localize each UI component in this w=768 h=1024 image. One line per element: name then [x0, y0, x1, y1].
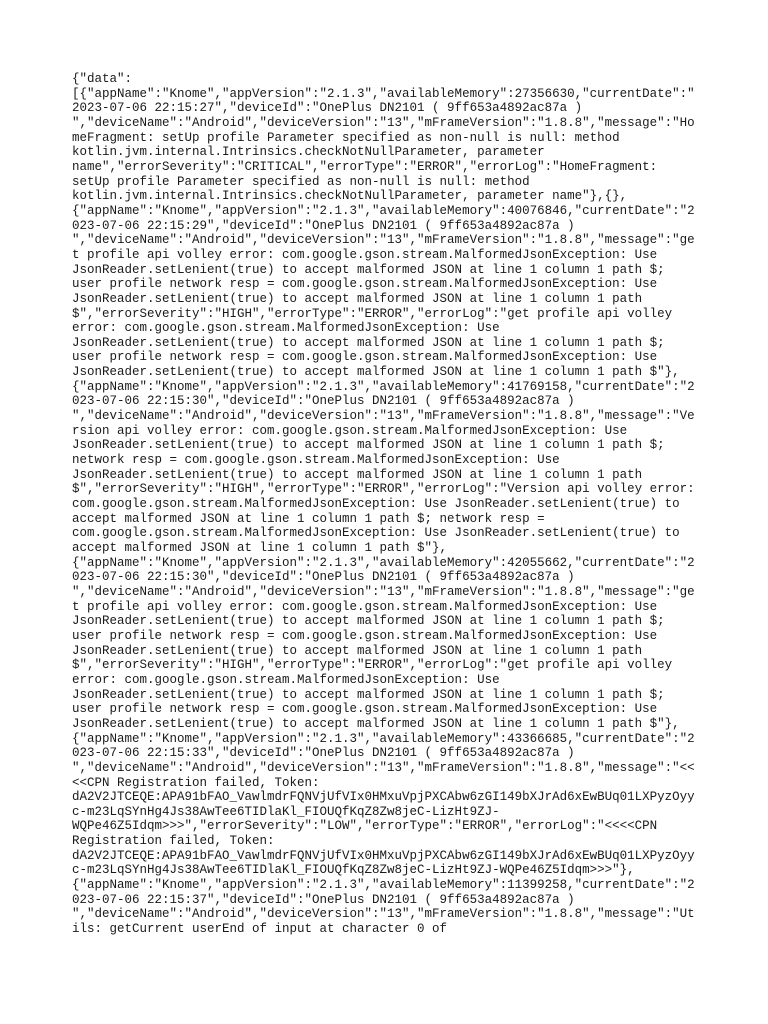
document-line: JsonReader.setLenient(true) to accept malformed JSON at line 1 column 1 path	[72, 643, 643, 658]
document-line: ","deviceName":"Android","deviceVersion":"13","mFrameVersion":"1.8.8","message":"Ve	[72, 409, 695, 424]
document-line: com.google.gson.stream.MalformedJsonException: Use JsonReader.setLenient(true) to	[72, 497, 680, 512]
document-line: Registration failed, Token:	[72, 834, 275, 849]
document-line: {"appName":"Knome","appVersion":"2.1.3","availableMemory":43366685,"currentDate":"2	[72, 731, 695, 746]
document-body	[72, 72, 712, 937]
document-line: JsonReader.setLenient(true) to accept malformed JSON at line 1 column 1 path $;	[72, 614, 665, 629]
document-line: JsonReader.setLenient(true) to accept malformed JSON at line 1 column 1 path $;	[72, 335, 665, 350]
document-line: <<CPN Registration failed, Token:	[72, 775, 320, 790]
document-line: JsonReader.setLenient(true) to accept malformed JSON at line 1 column 1 path $;	[72, 687, 665, 702]
document-line: setUp profile Parameter specified as non-null is null: method	[72, 174, 530, 189]
document-line: 2023-07-06 22:15:27","deviceId":"OnePlus DN2101 ( 9ff653a4892ac87a )	[72, 101, 583, 116]
document-line: network resp = com.google.gson.stream.MalformedJsonException: Use	[72, 453, 560, 468]
document-line: {"appName":"Knome","appVersion":"2.1.3","availableMemory":11399258,"currentDate":"2	[72, 878, 695, 893]
document-line: t profile api volley error: com.google.gson.stream.MalformedJsonException: Use	[72, 247, 658, 262]
document-line: 023-07-06 22:15:30","deviceId":"OnePlus DN2101 ( 9ff653a4892ac87a )	[72, 394, 575, 409]
document-line: 023-07-06 22:15:37","deviceId":"OnePlus DN2101 ( 9ff653a4892ac87a )	[72, 892, 575, 907]
document-line: 023-07-06 22:15:30","deviceId":"OnePlus DN2101 ( 9ff653a4892ac87a )	[72, 570, 575, 585]
document-line: JsonReader.setLenient(true) to accept malformed JSON at line 1 column 1 path $"},	[72, 716, 680, 731]
document-line: {"appName":"Knome","appVersion":"2.1.3","availableMemory":42055662,"currentDate":"2	[72, 555, 695, 570]
document-line: $","errorSeverity":"HIGH","errorType":"ERROR","errorLog":"get profile api volley	[72, 658, 673, 673]
document-line: JsonReader.setLenient(true) to accept malformed JSON at line 1 column 1 path	[72, 291, 643, 306]
document-line: dA2V2JTCEQE:APA91bFAO_VawlmdrFQNVjUfVIx0HMxuVpjPXCAbw6zGI149bXJrAd6xEwBUq01LXPyzOyy	[72, 790, 695, 805]
document-line: ","deviceName":"Android","deviceVersion":"13","mFrameVersion":"1.8.8","message":"Ho	[72, 115, 695, 130]
document-line: dA2V2JTCEQE:APA91bFAO_VawlmdrFQNVjUfVIx0HMxuVpjPXCAbw6zGI149bXJrAd6xEwBUq01LXPyzOyy	[72, 848, 695, 863]
document-line: error: com.google.gson.stream.MalformedJsonException: Use	[72, 321, 500, 336]
document-line: t profile api volley error: com.google.gson.stream.MalformedJsonException: Use	[72, 599, 658, 614]
document-line: JsonReader.setLenient(true) to accept malformed JSON at line 1 column 1 path $"},	[72, 365, 680, 380]
document-line: meFragment: setUp profile Parameter specified as non-null is null: method	[72, 130, 620, 145]
document-line: com.google.gson.stream.MalformedJsonException: Use JsonReader.setLenient(true) to	[72, 526, 680, 541]
document-line: [{"appName":"Knome","appVersion":"2.1.3","availableMemory":27356630,"currentDate":"	[72, 86, 695, 101]
document-line: JsonReader.setLenient(true) to accept malformed JSON at line 1 column 1 path $;	[72, 262, 665, 277]
document-line: 023-07-06 22:15:33","deviceId":"OnePlus DN2101 ( 9ff653a4892ac87a )	[72, 746, 575, 761]
document-line: JsonReader.setLenient(true) to accept malformed JSON at line 1 column 1 path	[72, 467, 643, 482]
document-line: ils: getCurrent userEnd of input at character 0 of	[72, 922, 448, 937]
document-line: {"appName":"Knome","appVersion":"2.1.3","availableMemory":41769158,"currentDate":"2	[72, 379, 695, 394]
document-line: user profile network resp = com.google.gson.stream.MalformedJsonException: Use	[72, 350, 658, 365]
document-line: JsonReader.setLenient(true) to accept malformed JSON at line 1 column 1 path $;	[72, 438, 665, 453]
document-line: c-m23LqSYnHg4Js38AwTee6TIDlaKl_FIOUQfKqZ8Zw8jeC-LizHt9ZJ-	[72, 804, 500, 819]
document-line: ","deviceName":"Android","deviceVersion":"13","mFrameVersion":"1.8.8","message":"ge	[72, 233, 695, 248]
document-line: user profile network resp = com.google.gson.stream.MalformedJsonException: Use	[72, 628, 658, 643]
document-line: error: com.google.gson.stream.MalformedJsonException: Use	[72, 672, 500, 687]
document-line: WQPe46Z5Idqm>>>","errorSeverity":"LOW","errorType":"ERROR","errorLog":"<<<<CPN	[72, 819, 658, 834]
document-line: user profile network resp = com.google.gson.stream.MalformedJsonException: Use	[72, 702, 658, 717]
document-line: {"appName":"Knome","appVersion":"2.1.3","availableMemory":40076846,"currentDate":"2	[72, 203, 695, 218]
document-line: user profile network resp = com.google.gson.stream.MalformedJsonException: Use	[72, 277, 658, 292]
document-line: rsion api volley error: com.google.gson.stream.MalformedJsonException: Use	[72, 423, 628, 438]
document-line: $","errorSeverity":"HIGH","errorType":"ERROR","errorLog":"get profile api volley	[72, 306, 673, 321]
document-line: kotlin.jvm.internal.Intrinsics.checkNotNullParameter, parameter	[72, 145, 545, 160]
document-line: ","deviceName":"Android","deviceVersion":"13","mFrameVersion":"1.8.8","message":"<<	[72, 760, 695, 775]
document-line: kotlin.jvm.internal.Intrinsics.checkNotNullParameter, parameter name"},{},	[72, 189, 628, 204]
document-line: ","deviceName":"Android","deviceVersion":"13","mFrameVersion":"1.8.8","message":"ge	[72, 584, 695, 599]
document-line: 023-07-06 22:15:29","deviceId":"OnePlus DN2101 ( 9ff653a4892ac87a )	[72, 218, 575, 233]
document-line: $","errorSeverity":"HIGH","errorType":"ERROR","errorLog":"Version api volley error:	[72, 482, 695, 497]
document-line: accept malformed JSON at line 1 column 1 path $; network resp =	[72, 511, 545, 526]
document-line: {"data":	[72, 72, 133, 86]
document-page	[72, 72, 712, 937]
document-line: c-m23LqSYnHg4Js38AwTee6TIDlaKl_FIOUQfKqZ8Zw8jeC-LizHt9ZJ-WQPe46Z5Idqm>>>"},	[72, 863, 635, 878]
document-line: accept malformed JSON at line 1 column 1 path $"},	[72, 541, 448, 555]
document-line: name","errorSeverity":"CRITICAL","errorType":"ERROR","errorLog":"HomeFragment:	[72, 159, 658, 174]
document-line: ","deviceName":"Android","deviceVersion":"13","mFrameVersion":"1.8.8","message":"Ut	[72, 907, 695, 922]
